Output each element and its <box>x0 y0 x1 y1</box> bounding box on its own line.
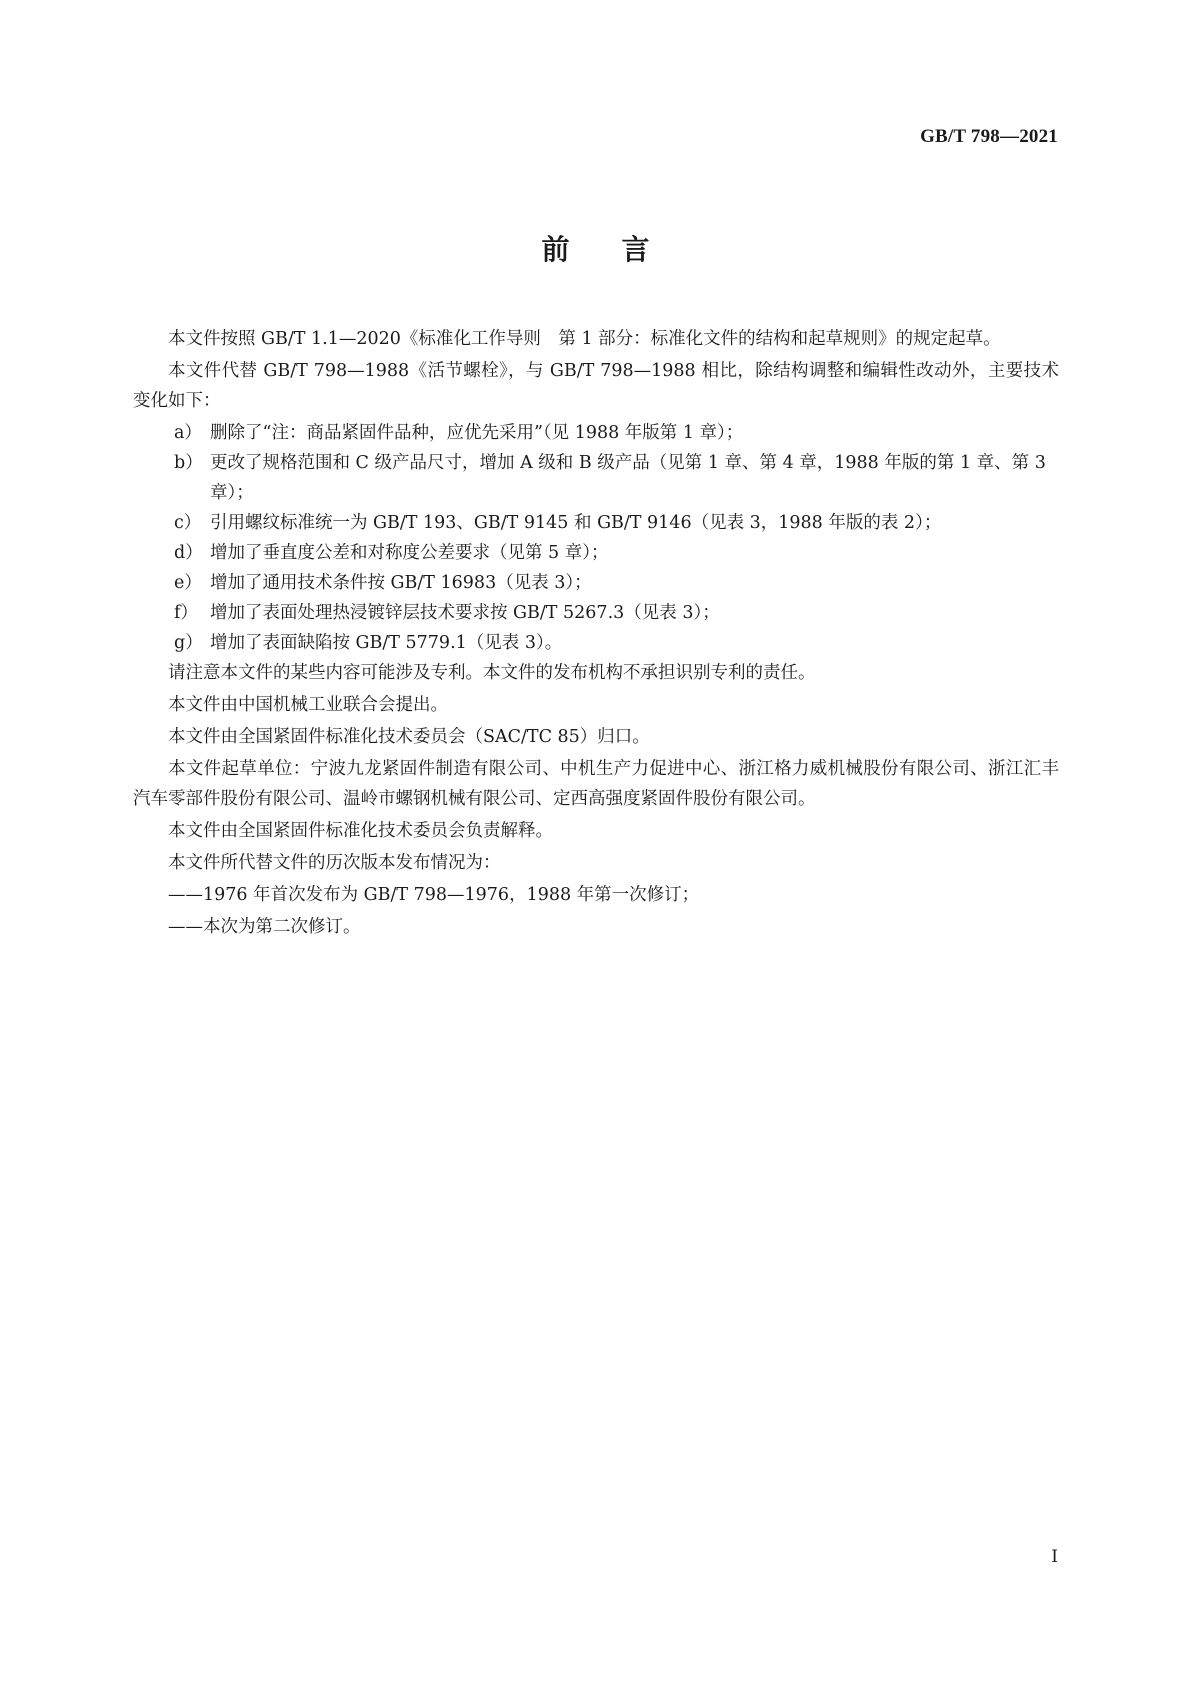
list-item-text: 引用螺纹标准统一为 GB/T 193、GB/T 9145 和 GB/T 9146（见表 3，1988 年版的表 2）； <box>210 513 942 533</box>
list-item <box>133 508 1059 538</box>
list-item-text: 删除了“注：商品紧固件品种，应优先采用”（见 1988 年版第 1 章）； <box>210 423 744 443</box>
standard-number: GB/T 798—2021 <box>920 126 1058 147</box>
patent-notice: 请注意本文件的某些内容可能涉及专利。本文件的发布机构不承担识别专利的责任。 <box>168 663 816 683</box>
interpretation-statement: 本文件由全国紧固件标准化技术委员会负责解释。 <box>168 821 553 841</box>
list-item-text: 增加了通用技术条件按 GB/T 16983（见表 3）； <box>210 573 592 593</box>
list-item <box>133 538 1059 568</box>
history-intro: 本文件所代替文件的历次版本发布情况为： <box>168 853 501 873</box>
list-item <box>133 628 1059 658</box>
list-item-text: 增加了表面缺陷按 GB/T 5779.1（见表 3）。 <box>210 633 563 653</box>
list-item-mark: d） <box>174 543 203 563</box>
centralized-statement: 本文件由全国紧固件标准化技术委员会（SAC/TC 85）归口。 <box>168 727 650 747</box>
document-body <box>133 324 1059 944</box>
list-item-text: 增加了垂直度公差和对称度公差要求（见第 5 章）； <box>210 543 609 563</box>
list-item-mark: e） <box>174 573 202 593</box>
list-item-text: 更改了规格范围和 C 级产品尺寸，增加 A 级和 B 级产品（见第 1 章、第 4 章，1988 年版的第 1 章、第 3 章）； <box>210 453 1046 503</box>
page-number: I <box>1051 1547 1058 1567</box>
history-item: ——本次为第二次修订。 <box>168 917 361 937</box>
list-item <box>133 598 1059 628</box>
list-item-mark: g） <box>174 633 203 653</box>
list-item-mark: f） <box>174 603 198 623</box>
list-item-mark: a） <box>174 423 202 443</box>
list-item-text: 增加了表面处理热浸镀锌层技术要求按 GB/T 5267.3（见表 3）； <box>210 603 720 623</box>
drafting-units: 本文件起草单位：宁波九龙紧固件制造有限公司、中机生产力促进中心、浙江格力威机械股份有限公司、浙江汇丰汽车零部件股份有限公司、温岭市螺钢机械有限公司、定西高强度紧固件股份有限公司。 <box>133 759 1059 809</box>
list-item <box>133 568 1059 598</box>
proposer-statement: 本文件由中国机械工业联合会提出。 <box>168 695 448 715</box>
history-item: ——1976 年首次发布为 GB/T 798—1976，1988 年第一次修订； <box>168 885 700 905</box>
list-item-mark: b） <box>174 453 203 473</box>
drafting-rule-paragraph: 本文件按照 GB/T 1.1—2020《标准化工作导则 第 1 部分：标准化文件的结构和起草规则》的规定起草。 <box>168 329 1001 349</box>
list-item <box>133 448 1059 508</box>
replacement-paragraph: 本文件代替 GB/T 798—1988《活节螺栓》，与 GB/T 798—1988 相比，除结构调整和编辑性改动外，主要技术变化如下： <box>133 361 1059 411</box>
list-item <box>133 418 1059 448</box>
list-item-mark: c） <box>174 513 202 533</box>
page-title: 前言 <box>541 233 702 266</box>
